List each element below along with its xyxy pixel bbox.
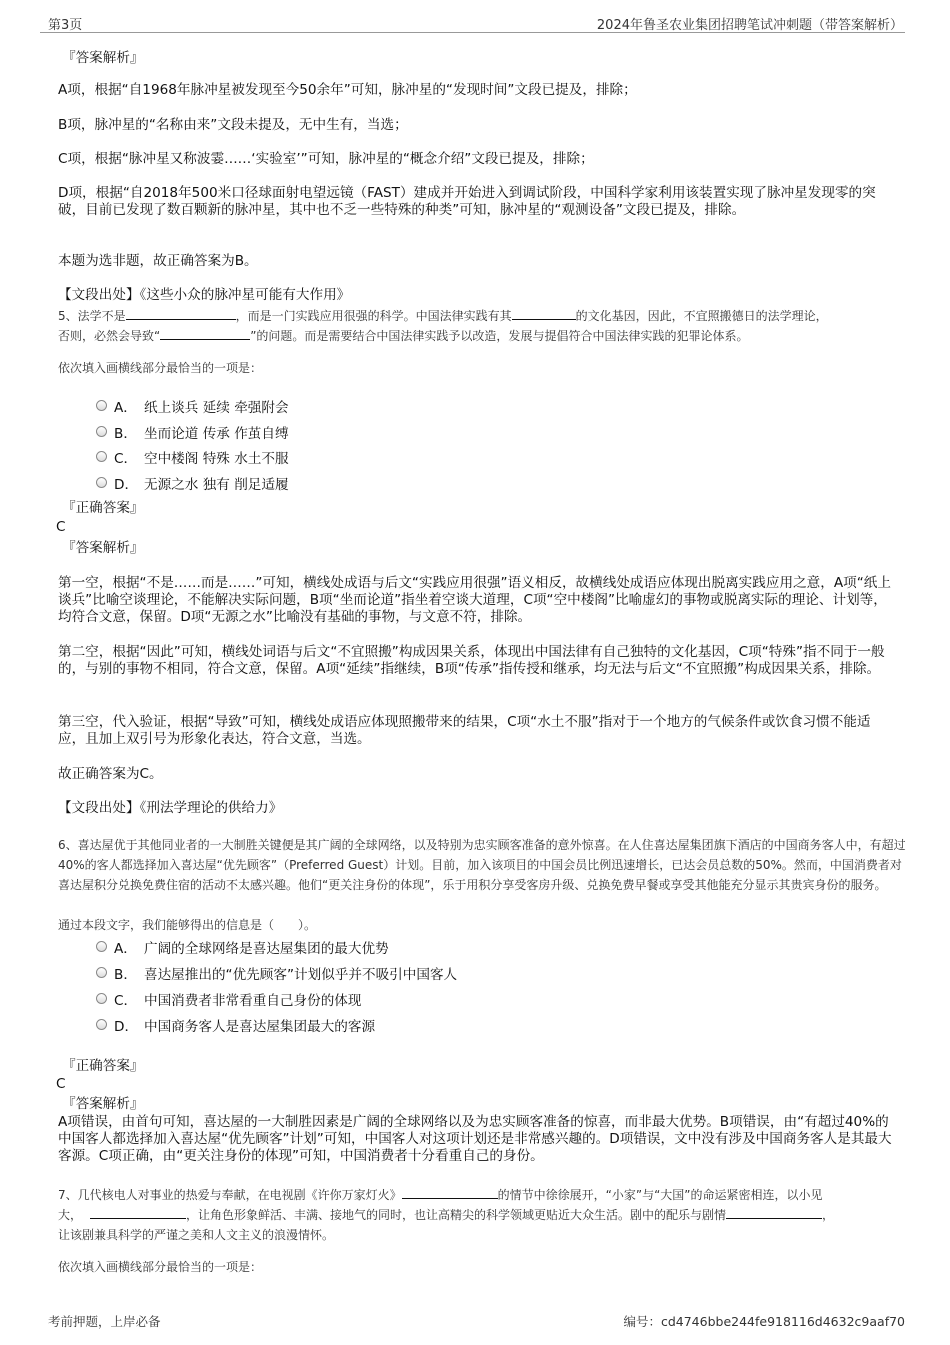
- q5-analysis-para1: 第一空，根据“不是……而是……”可知，横线处成语与后文“实践应用很强”语义相反，故横线处成语应体现出脱离实践应用之意，A项“纸上谈兵”比喻空谈理论，不能解决实际问题，B项“坐而论道”指坐着空谈大道理，C项“空中楼阁”比喻虚幻的事物或脱离实际的理论、计划等，均符合文意，保留。D项“无源之水”比喻没有基础的事物，与文意不符，排除。: [58, 575, 891, 625]
- q7-stem: 7、几代核电人对事业的热爱与奉献，在电视剧《许你万家灯火》 的情节中徐徐展开，“小家”与“大国”的命运紧密相连，以小见 大， ，让角色形象鲜活、丰满、接地气的同时，也让高精尖的科学领域更贴近大众生活。剧中的配乐与剧情 ， 让该剧兼具科学的严谨之美和人文主义的浪漫情怀。: [58, 1185, 908, 1245]
- q5-blank-2: [512, 306, 576, 320]
- q6-option-a[interactable]: A． 广阔的全球网络是喜达屋集团的最大优势: [96, 937, 596, 957]
- q4-conclusion: 本题为选非题，故正确答案为B。: [58, 253, 258, 269]
- radio-icon[interactable]: [96, 400, 107, 411]
- radio-icon[interactable]: [96, 941, 107, 952]
- radio-icon[interactable]: [96, 967, 107, 978]
- q5-conclusion: 故正确答案为C。: [58, 766, 163, 782]
- q4-source: 【文段出处】《这些小众的脉冲星可能有大作用》: [58, 287, 351, 303]
- page-header: [40, 10, 905, 33]
- page-number: 第3页: [48, 18, 83, 33]
- q6-correct-answer: C: [56, 1076, 66, 1092]
- radio-icon[interactable]: [96, 426, 107, 437]
- q4-analysis-a: A项，根据“自1968年脉冲星被发现至今50余年”可知，脉冲星的“发现时间”文段已提及，排除；: [58, 82, 637, 98]
- q6-analysis: A项错误，由首句可知，喜达屋的一大制胜因素是广阔的全球网络以及为忠实顾客准备的惊喜，而非最大优势。B项错误，由“有超过40%的中国客人都选择加入喜达屋“优先顾客”计划”可知，中国客人对这项计划还是非常感兴趣的。D项错误，文中没有涉及中国商务客人是其最大客源。C项正确，由“更关注身份的体现”可知，中国消费者十分看重自己的身份。: [58, 1114, 892, 1164]
- radio-icon[interactable]: [96, 993, 107, 1004]
- q6-analysis-label: 『答案解析』: [62, 1096, 144, 1112]
- q6-prompt: 通过本段文字，我们能够得出的信息是（ ）。: [58, 918, 317, 932]
- q4-analysis-b: B项，脉冲星的“名称由来”文段未提及，无中生有，当选；: [58, 117, 408, 133]
- q5-stem: 5、法学不是 ，而是一门实践应用很强的科学。中国法律实践有其 的文化基因，因此，不宜照搬德日的法学理论， 否则，必然会导致“ ”的问题。而是需要结合中国法律实践予以改造，发展与提倡符合中国法律实践的犯罪论体系。: [58, 306, 908, 346]
- q5-option-a[interactable]: A． 纸上谈兵 延续 牵强附会: [96, 396, 496, 416]
- q6-stem: 6、喜达屋优于其他同业者的一大制胜关键便是其广阔的全球网络，以及特别为忠实顾客准备的意外惊喜。在人住喜达屋集团旗下酒店的中国商务客人中，有超过40%的客人都选择加入喜达屋“优先顾客”（Preferred Guest）计划。目前，加入该项目的中国会员比例迅速增长，已达会员总数的50%。然而，中国消费者对喜达屋积分兑换免费住宿的活动不太感兴趣。他们“更关注身份的体现”，乐于用积分享受客房升级、兑换免费早餐或享受其他能充分显示其贵宾身份的服务。: [58, 838, 906, 892]
- q6-option-b[interactable]: B． 喜达屋推出的“优先顾客”计划似乎并不吸引中国客人: [96, 963, 596, 983]
- q5-option-d[interactable]: D． 无源之水 独有 削足适履: [96, 473, 496, 493]
- q4-analysis-c: C项，根据“脉冲星又称波霎……‘实验室’”可知，脉冲星的“概念介绍”文段已提及，排除；: [58, 151, 594, 167]
- q7-prompt: 依次填入画横线部分最恰当的一项是：: [58, 1260, 263, 1274]
- q7-blank-1: [402, 1185, 498, 1199]
- q5-correct-label: 『正确答案』: [62, 500, 144, 516]
- q5-blank-3: [160, 326, 250, 340]
- document-id: 编号：cd4746bbe244fe918116d4632c9aaf70: [623, 1314, 905, 1329]
- radio-icon[interactable]: [96, 1019, 107, 1030]
- document-title: 2024年鲁圣农业集团招聘笔试冲刺题（带答案解析）: [596, 18, 903, 33]
- q5-correct-answer: C: [56, 519, 66, 535]
- q7-blank-2: [90, 1205, 186, 1219]
- q5-analysis-para2: 第二空，根据“因此”可知，横线处词语与后文“不宜照搬”构成因果关系，体现出中国法律有自己独特的文化基因，C项“特殊”指不同于一般的，与别的事物不相同，符合文意，保留。A项“延续”指继续，B项“传承”指传授和继承，均无法与后文“不宜照搬”构成因果关系，排除。: [58, 644, 885, 677]
- q5-option-b[interactable]: B． 坐而论道 传承 作茧自缚: [96, 422, 496, 442]
- q5-analysis-label: 『答案解析』: [62, 540, 144, 556]
- q5-prompt: 依次填入画横线部分最恰当的一项是：: [58, 361, 263, 375]
- q6-option-c[interactable]: C． 中国消费者非常看重自己身份的体现: [96, 989, 596, 1009]
- q7-blank-3: [726, 1205, 822, 1219]
- footer-slogan: 考前押题，上岸必备: [48, 1314, 161, 1329]
- q6-correct-label: 『正确答案』: [62, 1058, 144, 1074]
- q4-analysis-label: 『答案解析』: [62, 50, 144, 66]
- q4-analysis-d: D项，根据“自2018年500米口径球面射电望远镜（FAST）建成并开始进入到调试阶段，中国科学家利用该装置实现了脉冲星发现零的突破，目前已发现了数百颗新的脉冲星，其中也不乏一些特殊的种类”可知，脉冲星的“观测设备”文段已提及，排除。: [58, 185, 876, 218]
- radio-icon[interactable]: [96, 451, 107, 462]
- radio-icon[interactable]: [96, 477, 107, 488]
- q5-option-c[interactable]: C． 空中楼阁 特殊 水土不服: [96, 447, 496, 467]
- q5-analysis-para3: 第三空，代入验证，根据“导致”可知，横线处成语应体现照搬带来的结果，C项“水土不服”指对于一个地方的气候条件或饮食习惯不能适应，且加上双引号为形象化表达，符合文意，当选。: [58, 714, 871, 747]
- q5-blank-1: [126, 306, 236, 320]
- q6-option-d[interactable]: D． 中国商务客人是喜达屋集团最大的客源: [96, 1015, 596, 1035]
- q5-source: 【文段出处】《刑法学理论的供给力》: [58, 800, 283, 816]
